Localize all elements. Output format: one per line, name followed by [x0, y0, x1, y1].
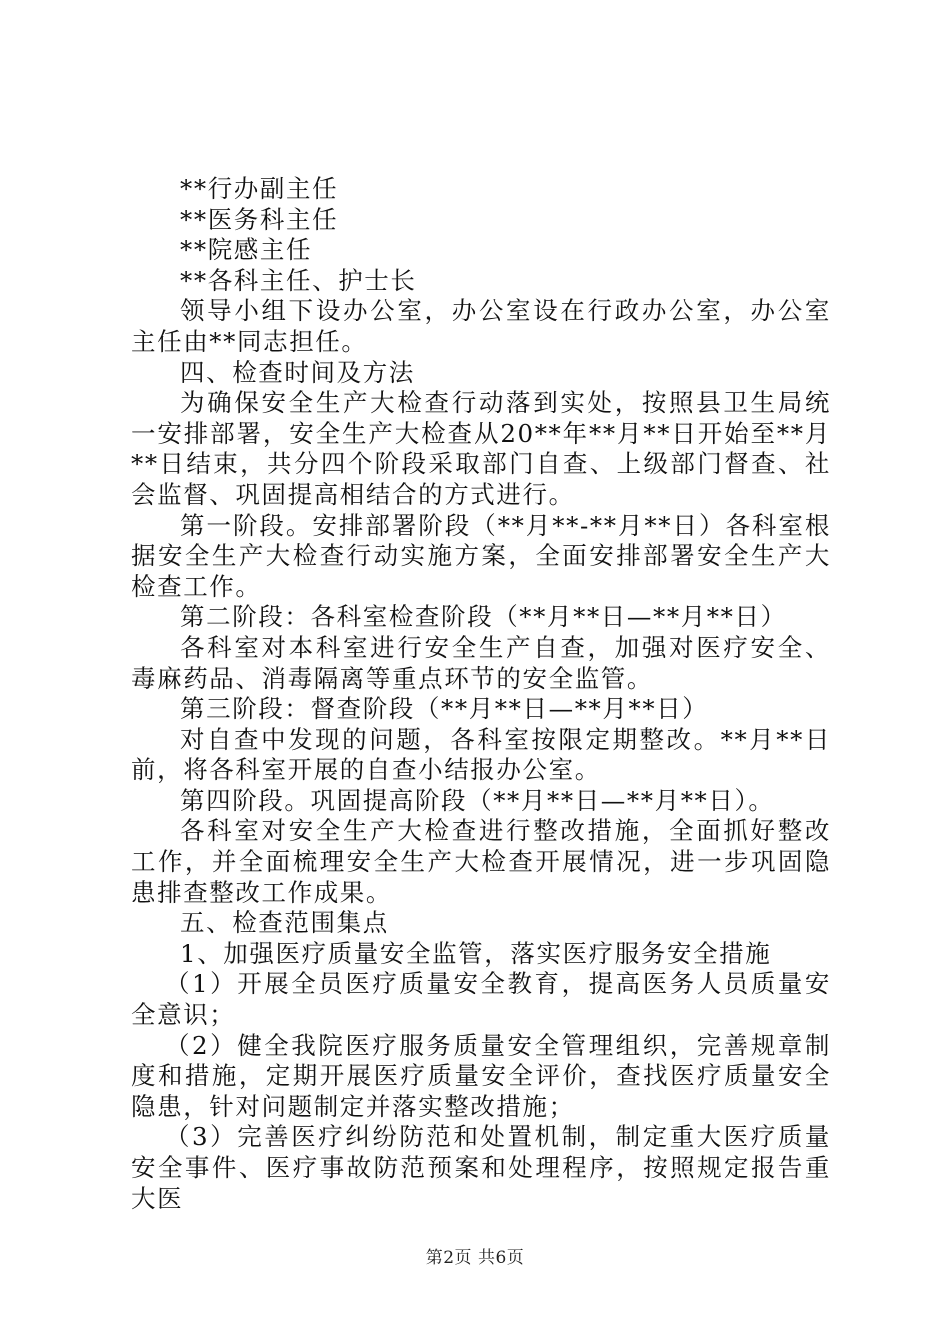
section-heading: 五、检查范围集点: [180, 908, 389, 938]
paragraph: **医务科主任: [180, 204, 339, 234]
paragraph: **行办副主任: [180, 174, 339, 203]
paragraph: 对自查中发现的问题，各科室按限定期整改。**月**日前，将各科室开展的自查小结报办公室。: [131, 724, 831, 785]
paragraph: **各科主任、护士长: [180, 265, 417, 295]
paragraph: 第一阶段。安排部署阶段（**月**-**月**日）各科室根据安全生产大检查行动实施方案，全面安排部署安全生产大检查工作。: [131, 510, 831, 601]
paragraph: 领导小组下设办公室，办公室设在行政办公室，办公室主任由**同志担任。: [131, 296, 831, 356]
paragraph: 第四阶段。巩固提高阶段（**月**日—**月**日）。: [180, 785, 775, 815]
paragraph: 各科室对本科室进行安全生产自查，加强对医疗安全、毒麻药品、消毒隔离等重点环节的安全监管。: [131, 632, 831, 693]
list-item: （1）开展全员医疗质量安全教育，提高医务人员质量安全意识；: [131, 969, 831, 1030]
paragraph: 第二阶段：各科室检查阶段（**月**日—**月**日）: [180, 602, 787, 632]
paragraph: 第三阶段：督查阶段（**月**日—**月**日）: [180, 694, 709, 724]
section-heading: 四、检查时间及方法: [180, 357, 415, 387]
paragraph: **院感主任: [180, 235, 313, 265]
page-number-footer: 第2页 共6页: [425, 1248, 525, 1268]
paragraph: 1、加强医疗质量安全监管，落实医疗服务安全措施: [180, 938, 772, 968]
document-body: [131, 174, 831, 1214]
paragraph: 为确保安全生产大检查行动落到实处，按照县卫生局统一安排部署，安全生产大检查从20**年**月**日开始至**月**日结束，共分四个阶段采取部门自查、上级部门督查、社会监督、巩固提高相结合的方式进行。: [131, 388, 831, 509]
list-item: （2）健全我院医疗服务质量安全管理组织，完善规章制度和措施，定期开展医疗质量安全评价，查找医疗质量安全隐患，针对问题制定并落实整改措施；: [131, 1030, 831, 1121]
list-item: （3）完善医疗纠纷防范和处置机制，制定重大医疗质量安全事件、医疗事故防范预案和处理程序，按照规定报告重大医: [131, 1122, 831, 1213]
paragraph: 各科室对安全生产大检查进行整改措施，全面抓好整改工作，并全面梳理安全生产大检查开展情况，进一步巩固隐患排查整改工作成果。: [131, 816, 831, 907]
